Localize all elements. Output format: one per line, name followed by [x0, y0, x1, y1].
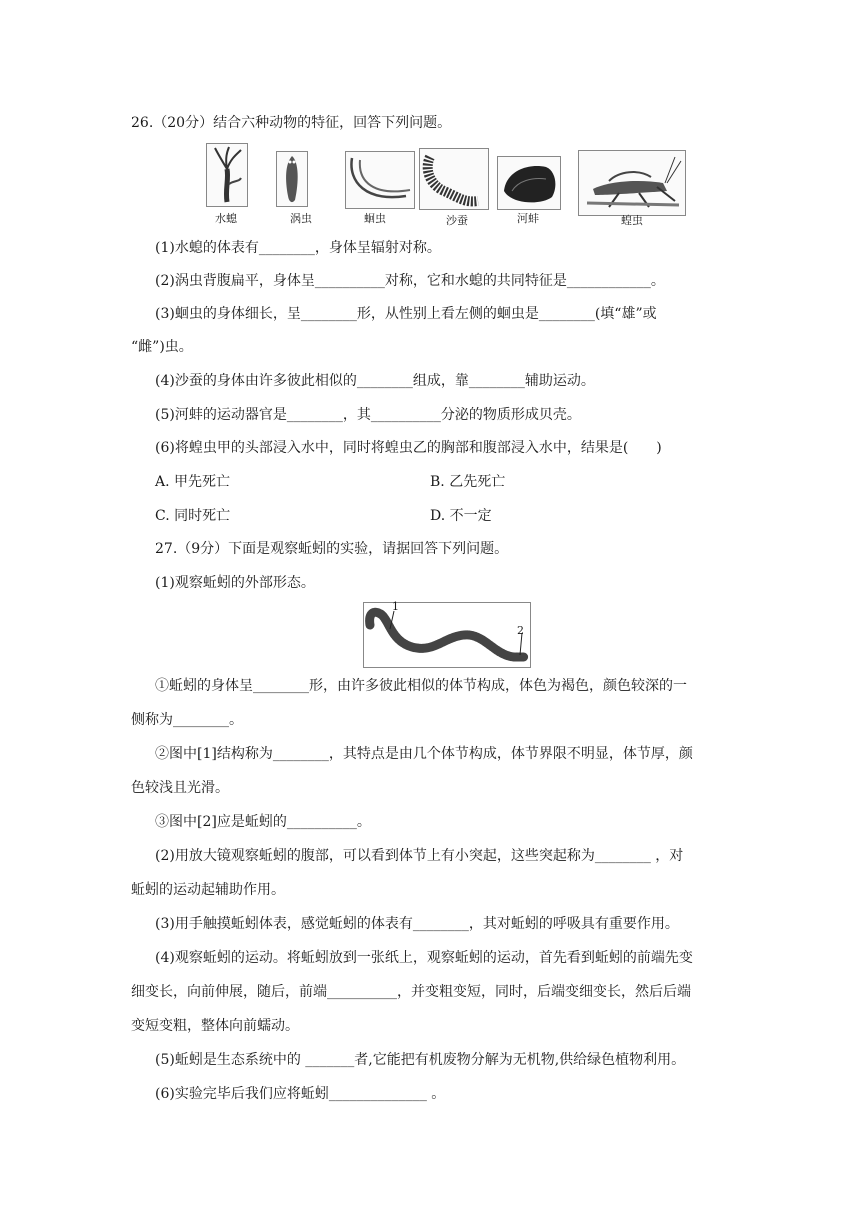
- animal-label-mussel: 河蚌: [517, 212, 539, 225]
- q26-line-3: (3)蛔虫的身体细长，呈________形，从性别上看左侧的蛔虫是________(填“雄”或: [155, 306, 657, 322]
- q27-line-8: (6)实验完毕后我们应将蚯蚓______________ 。: [155, 1086, 446, 1102]
- q27-title: 27.（9分）下面是观察蚯蚓的实验，请据回答下列问题。: [155, 541, 509, 557]
- animal-label-planarian: 涡虫: [290, 212, 312, 225]
- option-b: B. 乙先死亡: [430, 474, 506, 490]
- option-d: D. 不一定: [430, 508, 492, 524]
- figure-label-2: 2: [517, 624, 524, 637]
- grasshopper-image: [578, 150, 686, 216]
- option-c: C. 同时死亡: [155, 508, 231, 524]
- roundworm-image: [345, 151, 415, 209]
- q26-line-5: (5)河蚌的运动器官是________，其__________分泌的物质形成贝壳。: [155, 407, 581, 423]
- option-a: A. 甲先死亡: [155, 474, 231, 490]
- planarian-image: [276, 151, 308, 207]
- animal-label-roundworm: 蛔虫: [364, 212, 386, 225]
- q27-line-7: (5)蚯蚓是生态系统中的 _______者,它能把有机废物分解为无机物,供给绿色植物利用。: [155, 1052, 686, 1068]
- q26-line-3b: “雌”)虫。: [131, 339, 193, 355]
- figure-label-1: 1: [392, 600, 399, 613]
- q27-line-5: (3)用手触摸蚯蚓体表，感觉蚯蚓的体表有________，其对蚯蚓的呼吸具有重要作用。: [155, 916, 679, 932]
- q27-line-6c: 变短变粗，整体向前蠕动。: [131, 1018, 299, 1034]
- q26-line-4: (4)沙蚕的身体由许多彼此相似的________组成，靠________辅助运动。: [155, 373, 595, 389]
- q26-line-1: (1)水螅的体表有________，身体呈辐射对称。: [155, 240, 441, 256]
- q27-line-6: (4)观察蚯蚓的运动。将蚯蚓放到一张纸上，观察蚯蚓的运动，首先看到蚯蚓的前端先变: [155, 950, 693, 966]
- q27-line-4b: 蚯蚓的运动起辅助作用。: [131, 882, 285, 898]
- q27-line-3: ③图中[2]应是蚯蚓的__________。: [155, 814, 371, 830]
- q27-line-4: (2)用放大镜观察蚯蚓的腹部，可以看到体节上有小突起，这些突起称为________ ，对: [155, 848, 684, 864]
- q27-line-2b: 色较浅且光滑。: [131, 780, 229, 796]
- animal-label-hydra: 水螅: [215, 212, 237, 225]
- q27-line-1b: 侧称为________。: [131, 712, 243, 728]
- mussel-image: [497, 156, 561, 210]
- clamworm-image: [419, 148, 489, 210]
- earthworm-figure: [363, 602, 531, 668]
- q26-line-2: (2)涡虫背腹扁平，身体呈__________对称，它和水螅的共同特征是____________。: [155, 273, 665, 289]
- q26-line-6: (6)将蝗虫甲的头部浸入水中，同时将蝗虫乙的胸部和腹部浸入水中，结果是( ): [155, 440, 662, 456]
- q27-line-2: ②图中[1]结构称为________，其特点是由几个体节构成，体节界限不明显，体节厚，颜: [155, 746, 693, 762]
- q26-title: 26.（20分）结合六种动物的特征，回答下列问题。: [131, 115, 452, 131]
- animal-label-grasshopper: 蝗虫: [621, 214, 643, 227]
- animal-label-clamworm: 沙蚕: [446, 214, 468, 227]
- hydra-image: [206, 143, 248, 207]
- q27-line-1: ①蚯蚓的身体呈________形，由许多彼此相似的体节构成，体色为褐色，颜色较深的一: [155, 678, 687, 694]
- q27-line-6b: 细变长，向前伸展，随后，前端__________，并变粗变短，同时，后端变细变长，然后后端: [131, 984, 691, 1000]
- q27-sub1: (1)观察蚯蚓的外部形态。: [155, 575, 315, 591]
